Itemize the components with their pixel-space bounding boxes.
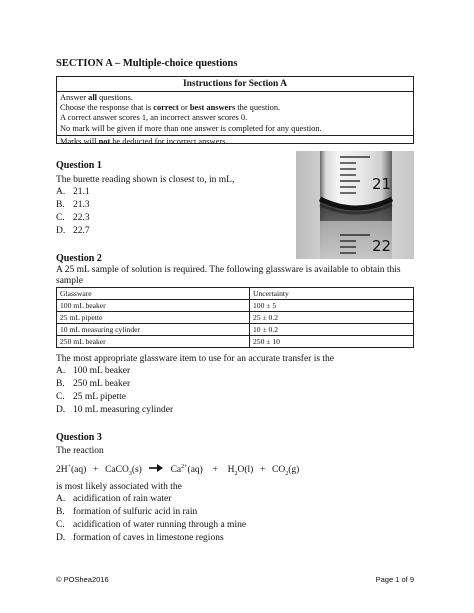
table-cell: 10 ± 0.2 (250, 324, 414, 336)
question-1-option-d[interactable]: D. 22.7 (56, 226, 90, 236)
instructions-box (56, 76, 414, 144)
question-1-heading: Question 1 (56, 160, 102, 171)
table-row (57, 336, 414, 348)
question-2-option-d[interactable]: D. 10 mL measuring cylinder (56, 405, 174, 415)
question-2-stem-line-1: A 25 mL sample of solution is required. The following glassware is available to obtain this (56, 265, 401, 275)
table-header-row (57, 288, 414, 300)
glassware-table (56, 287, 414, 348)
burette-illustration (296, 151, 414, 259)
question-1-option-c[interactable]: C. 22.3 (56, 213, 90, 223)
burette-photo (296, 151, 414, 259)
question-2-heading: Question 2 (56, 253, 102, 264)
instructions-title: Instructions for Section A (57, 77, 413, 92)
question-1-option-a[interactable]: A. 21.1 (56, 187, 90, 197)
instruction-line-1: Answer all questions. (60, 93, 133, 102)
footer-copyright: © POShea2016 (56, 575, 109, 584)
table-cell: 25 mL pipette (57, 312, 250, 324)
section-title: SECTION A – Multiple-choice questions (56, 58, 238, 69)
question-3-question: is most likely associated with the (56, 482, 182, 492)
burette-mark-22: 22 (372, 237, 392, 255)
question-2-option-b[interactable]: B. 250 mL beaker (56, 379, 131, 389)
table-row (57, 300, 414, 312)
question-2-option-a[interactable]: A. 100 mL beaker (56, 366, 131, 376)
question-3-option-a[interactable]: A. acidification of rain water (56, 494, 172, 504)
burette-mark-21: 21 (372, 175, 392, 193)
table-cell: 25 ± 0.2 (250, 312, 414, 324)
reaction-arrow-icon (144, 464, 168, 475)
question-3-option-b[interactable]: B. formation of sulfuric acid in rain (56, 507, 198, 517)
table-cell: 100 ± 5 (250, 300, 414, 312)
instructions-body (57, 92, 413, 147)
instruction-line-2: Choose the response that is correct or best answers the question. (60, 103, 281, 113)
question-3-stem: The reaction (56, 446, 104, 456)
question-3-option-c[interactable]: C. acidification of water running through a mine (56, 520, 247, 530)
question-1-stem: The burette reading shown is closest to, in mL, (56, 175, 235, 185)
table-cell: 250 ± 10 (250, 336, 414, 348)
instruction-line-5: Marks will not be deducted for incorrect answers. (57, 135, 413, 147)
table-cell: 10 mL measuring cylinder (57, 324, 250, 336)
question-3-heading: Question 3 (56, 432, 102, 443)
instruction-line-4: No mark will be given if more than one answer is completed for any question. (60, 123, 322, 133)
footer-page-number: Page 1 of 9 (375, 575, 414, 584)
reaction-equation: 2H+(aq) + CaCO$_3$(s) $Ca^{2+}(aq) + H_2O(l) + CO_2(g)$ (56, 464, 300, 478)
table-header-uncertainty: Uncertainty (250, 288, 414, 300)
question-2-stem-line-2: sample (56, 276, 83, 286)
question-3-option-d[interactable]: D. formation of caves in limestone regions (56, 533, 224, 543)
instruction-line-3: A correct answer scores 1, an incorrect answer scores 0. (60, 113, 248, 123)
question-2-question: The most appropriate glassware item to use for an accurate transfer is the (56, 354, 335, 364)
table-cell: 100 mL beaker (57, 300, 250, 312)
question-1-option-b[interactable]: B. 21.3 (56, 200, 90, 210)
table-row (57, 324, 414, 336)
table-cell: 250 mL beaker (57, 336, 250, 348)
table-row (57, 312, 414, 324)
question-2-option-c[interactable]: C. 25 mL pipette (56, 392, 126, 402)
table-header-glassware: Glassware (57, 288, 250, 300)
